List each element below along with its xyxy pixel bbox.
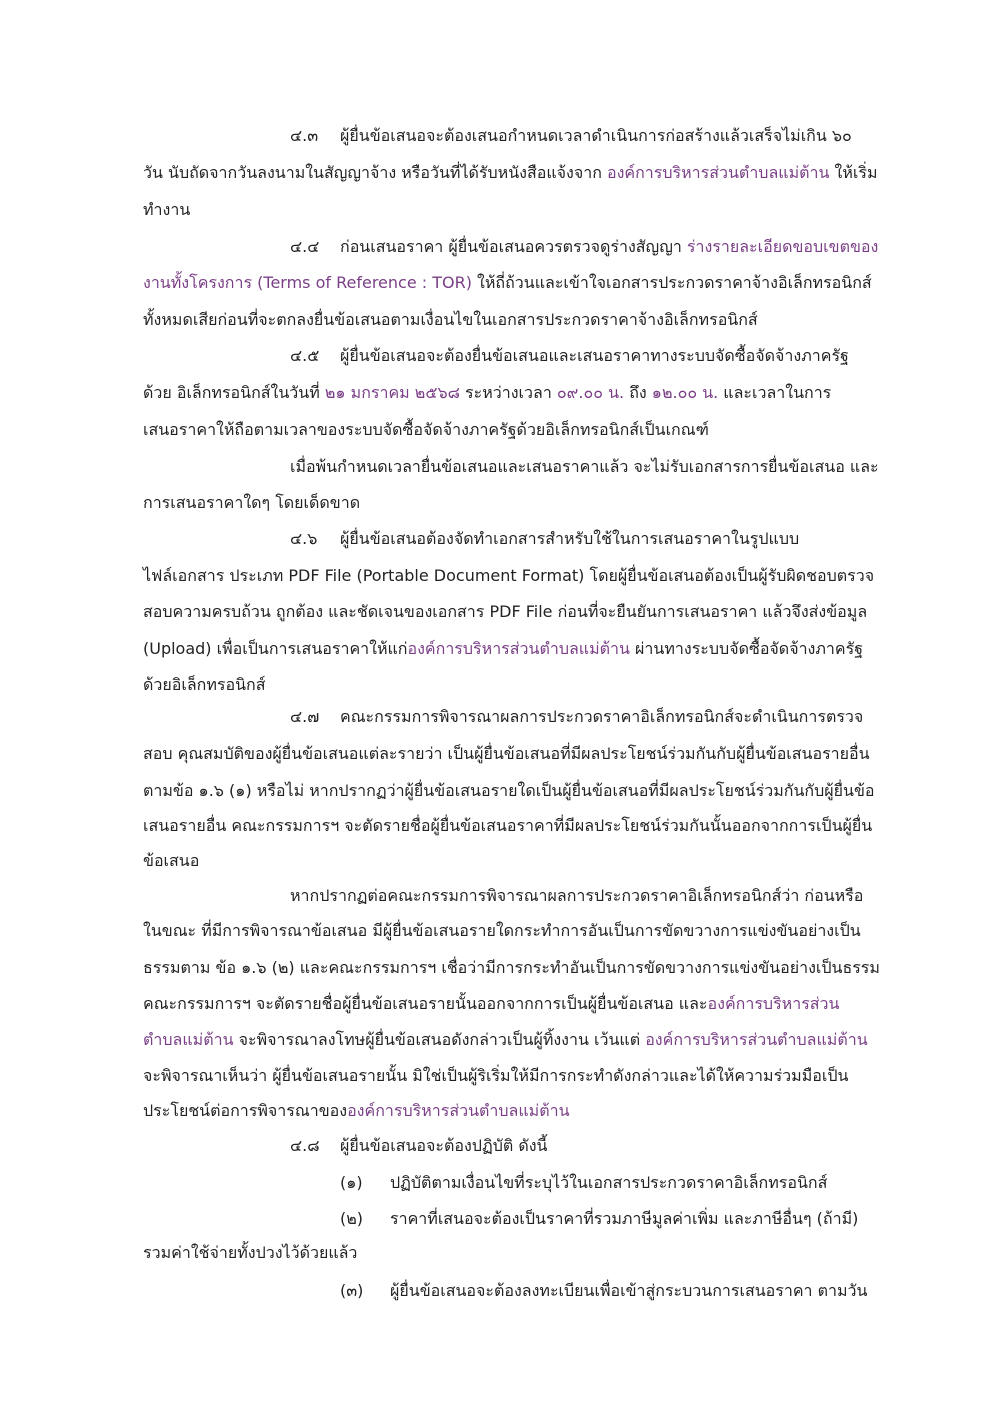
text-line — [143, 636, 863, 662]
line-text: ผ่านทางระบบจัดซื้อจัดจ้างภาครัฐ — [629, 639, 864, 658]
text-line — [290, 123, 852, 149]
line-text: เสนอรายอื่น คณะกรรมการฯ จะตัดรายชื่อผู้ยื่นข้อเสนอราคาที่มีผลประโยชน์ร่วมกันนั้นออกจากการเป็นผู้ยื่น — [143, 816, 873, 835]
line-text: สอบ คุณสมบัติของผู้ยื่นข้อเสนอแต่ละรายว่า เป็นผู้ยื่นข้อเสนอที่มีผลประโยชน์ร่วมกันกับผู้ยื่นข้อเสนอรายอื่น — [143, 744, 870, 763]
line-text: ผู้ยื่นข้อเสนอจะต้องยื่นข้อเสนอและเสนอราคาทางระบบจัดซื้อจัดจ้างภาครัฐ — [340, 346, 849, 365]
line-text: ทำงาน — [143, 200, 191, 219]
clause-number: ๔.๖ — [290, 529, 318, 548]
line-text: ก่อนเสนอราคา ผู้ยื่นข้อเสนอควรตรวจดูร่างสัญญา — [340, 237, 687, 256]
text-line — [290, 526, 799, 552]
text-line — [143, 991, 839, 1017]
line-text: จะพิจารณาเห็นว่า ผู้ยื่นข้อเสนอรายนั้น มิใช่เป็นผู้ริเริ่มให้มีการกระทำดังกล่าวและได้ให้ความร่วมมือเป็น — [143, 1066, 849, 1085]
text-line — [290, 454, 879, 480]
text-line — [143, 918, 861, 944]
highlighted-text: องค์การบริหารส่วน — [707, 994, 840, 1013]
line-text: ระหว่างเวลา — [459, 383, 557, 402]
text-line — [143, 563, 874, 589]
text-line — [290, 883, 863, 909]
clause-number: (๓) — [340, 1281, 364, 1300]
text-line — [290, 1133, 547, 1159]
line-text: ตามข้อ ๑.๖ (๑) หรือไม่ หากปรากฏว่าผู้ยื่นข้อเสนอรายใดเป็นผู้ยื่นข้อเสนอที่มีผลประโยชน์ร่วมกันกับผู้ยื่นข้อ — [143, 781, 875, 800]
clause-number: ๔.๕ — [290, 346, 320, 365]
line-text: ไฟล์เอกสาร ประเภท PDF File (Portable Document Format) โดยผู้ยื่นข้อเสนอต้องเป็นผู้รับผิดชอบตรวจ — [143, 566, 875, 585]
line-text: คณะกรรมการฯ จะตัดรายชื่อผู้ยื่นข้อเสนอรายนั้นออกจากการเป็นผู้ยื่นข้อเสนอ และ — [143, 994, 708, 1013]
text-line — [340, 1278, 867, 1304]
line-text: ราคาที่เสนอจะต้องเป็นราคาที่รวมภาษีมูลค่าเพิ่ม และภาษีอื่นๆ (ถ้ามี) — [390, 1209, 859, 1228]
text-line — [143, 380, 831, 406]
highlighted-text: ๑๒.๐๐ น. — [651, 383, 719, 402]
line-text: ข้อเสนอ — [143, 851, 200, 870]
text-line — [143, 672, 265, 698]
clause-number: ๔.๗ — [290, 707, 320, 726]
text-line — [340, 1206, 858, 1232]
line-text: ธรรมตาม ข้อ ๑.๖ (๒) และคณะกรรมการฯ เชื่อว่ามีการกระทำอันเป็นการขัดขวางการแข่งขันอย่างเป็นธรรม — [143, 958, 880, 977]
text-line — [143, 1063, 848, 1089]
text-line — [340, 1170, 827, 1196]
highlighted-text: ๐๙.๐๐ น. — [556, 383, 625, 402]
text-line — [143, 778, 875, 804]
text-line — [143, 1098, 570, 1124]
line-text: รวมค่าใช้จ่ายทั้งปวงไว้ด้วยแล้ว — [143, 1243, 358, 1262]
line-text: ประโยชน์ต่อการพิจารณาของ — [143, 1101, 348, 1120]
text-line — [143, 813, 872, 839]
text-line — [143, 197, 190, 223]
text-line — [143, 1027, 868, 1053]
clause-number: (๒) — [340, 1209, 364, 1228]
line-text: คณะกรรมการพิจารณาผลการประกวดราคาอิเล็กทรอนิกส์จะดำเนินการตรวจ — [340, 707, 864, 726]
line-text: (Upload) เพื่อเป็นการเสนอราคาให้แก่ — [143, 639, 408, 658]
line-text: ผู้ยื่นข้อเสนอจะต้องลงทะเบียนเพื่อเข้าสู่กระบวนการเสนอราคา ตามวัน — [390, 1281, 868, 1300]
text-line — [290, 343, 849, 369]
line-text: ด้วยอิเล็กทรอนิกส์ — [143, 675, 266, 694]
highlighted-text: องค์การบริหารส่วนตำบลแม่ต้าน — [645, 1030, 868, 1049]
highlighted-text: องค์การบริหารส่วนตำบลแม่ต้าน — [606, 163, 830, 182]
line-text: ให้ถี่ถ้วนและเข้าใจเอกสารประกวดราคาจ้างอิเล็กทรอนิกส์ — [471, 273, 872, 292]
line-text: ผู้ยื่นข้อเสนอจะต้องปฏิบัติ ดังนี้ — [340, 1136, 548, 1155]
text-line — [143, 1240, 357, 1266]
text-line — [143, 599, 867, 625]
line-text: วัน นับถัดจากวันลงนามในสัญญาจ้าง หรือวันที่ได้รับหนังสือแจ้งจาก — [143, 163, 607, 182]
highlighted-text: งานทั้งโครงการ (Terms of Reference : TOR) — [143, 273, 472, 292]
line-text: ด้วย อิเล็กทรอนิกส์ในวันที่ — [143, 383, 325, 402]
line-text: ถึง — [624, 383, 652, 402]
line-text: สอบความครบถ้วน ถูกต้อง และชัดเจนของเอกสาร PDF File ก่อนที่จะยืนยันการเสนอราคา แล้วจึงส่งข้อมูล — [143, 602, 868, 621]
clause-number: ๔.๘ — [290, 1136, 320, 1155]
text-line — [143, 848, 199, 874]
clause-number: (๑) — [340, 1173, 363, 1192]
line-text: ปฏิบัติตามเงื่อนไขที่ระบุไว้ในเอกสารประกวดราคาอิเล็กทรอนิกส์ — [390, 1173, 828, 1192]
text-line — [290, 234, 878, 260]
text-line — [143, 955, 880, 981]
text-line — [290, 704, 863, 730]
line-text: และเวลาในการ — [718, 383, 832, 402]
highlighted-text: ตำบลแม่ต้าน — [143, 1030, 234, 1049]
line-text: เมื่อพ้นกำหนดเวลายื่นข้อเสนอและเสนอราคาแล้ว จะไม่รับเอกสารการยื่นข้อเสนอ และ — [290, 457, 879, 476]
text-line — [143, 490, 360, 516]
highlighted-text: ๒๑ มกราคม ๒๕๖๘ — [324, 383, 460, 402]
text-line — [143, 160, 878, 186]
text-line — [143, 417, 709, 443]
line-text: ให้เริ่ม — [829, 163, 878, 182]
line-text: ผู้ยื่นข้อเสนอต้องจัดทำเอกสารสำหรับใช้ในการเสนอราคาในรูปแบบ — [340, 529, 800, 548]
line-text: ผู้ยื่นข้อเสนอจะต้องเสนอกำหนดเวลาดำเนินการก่อสร้างแล้วเสร็จไม่เกิน ๖๐ — [340, 126, 852, 145]
highlighted-text: ร่างรายละเอียดขอบเขตของ — [686, 237, 879, 256]
highlighted-text: องค์การบริหารส่วนตำบลแม่ต้าน — [347, 1101, 570, 1120]
line-text: ทั้งหมดเสียก่อนที่จะตกลงยื่นข้อเสนอตามเงื่อนไขในเอกสารประกวดราคาจ้างอิเล็กทรอนิกส์ — [143, 310, 758, 329]
line-text: การเสนอราคาใดๆ โดยเด็ดขาด — [143, 493, 361, 512]
line-text: จะพิจารณาลงโทษผู้ยื่นข้อเสนอดังกล่าวเป็นผู้ทิ้งงาน เว้นแต่ — [233, 1030, 646, 1049]
line-text: หากปรากฏต่อคณะกรรมการพิจารณาผลการประกวดราคาอิเล็กทรอนิกส์ว่า ก่อนหรือ — [290, 886, 864, 905]
clause-number: ๔.๓ — [290, 126, 319, 145]
line-text: ในขณะ ที่มีการพิจารณาข้อเสนอ มีผู้ยื่นข้อเสนอรายใดกระทำการอันเป็นการขัดขวางการแข่งขันอย่างเป็น — [143, 921, 861, 940]
text-line — [143, 270, 872, 296]
highlighted-text: องค์การบริหารส่วนตำบลแม่ต้าน — [407, 639, 630, 658]
text-line — [143, 741, 870, 767]
line-text: เสนอราคาให้ถือตามเวลาของระบบจัดซื้อจัดจ้างภาครัฐด้วยอิเล็กทรอนิกส์เป็นเกณฑ์ — [143, 420, 709, 439]
clause-number: ๔.๔ — [290, 237, 320, 256]
text-line — [143, 307, 758, 333]
